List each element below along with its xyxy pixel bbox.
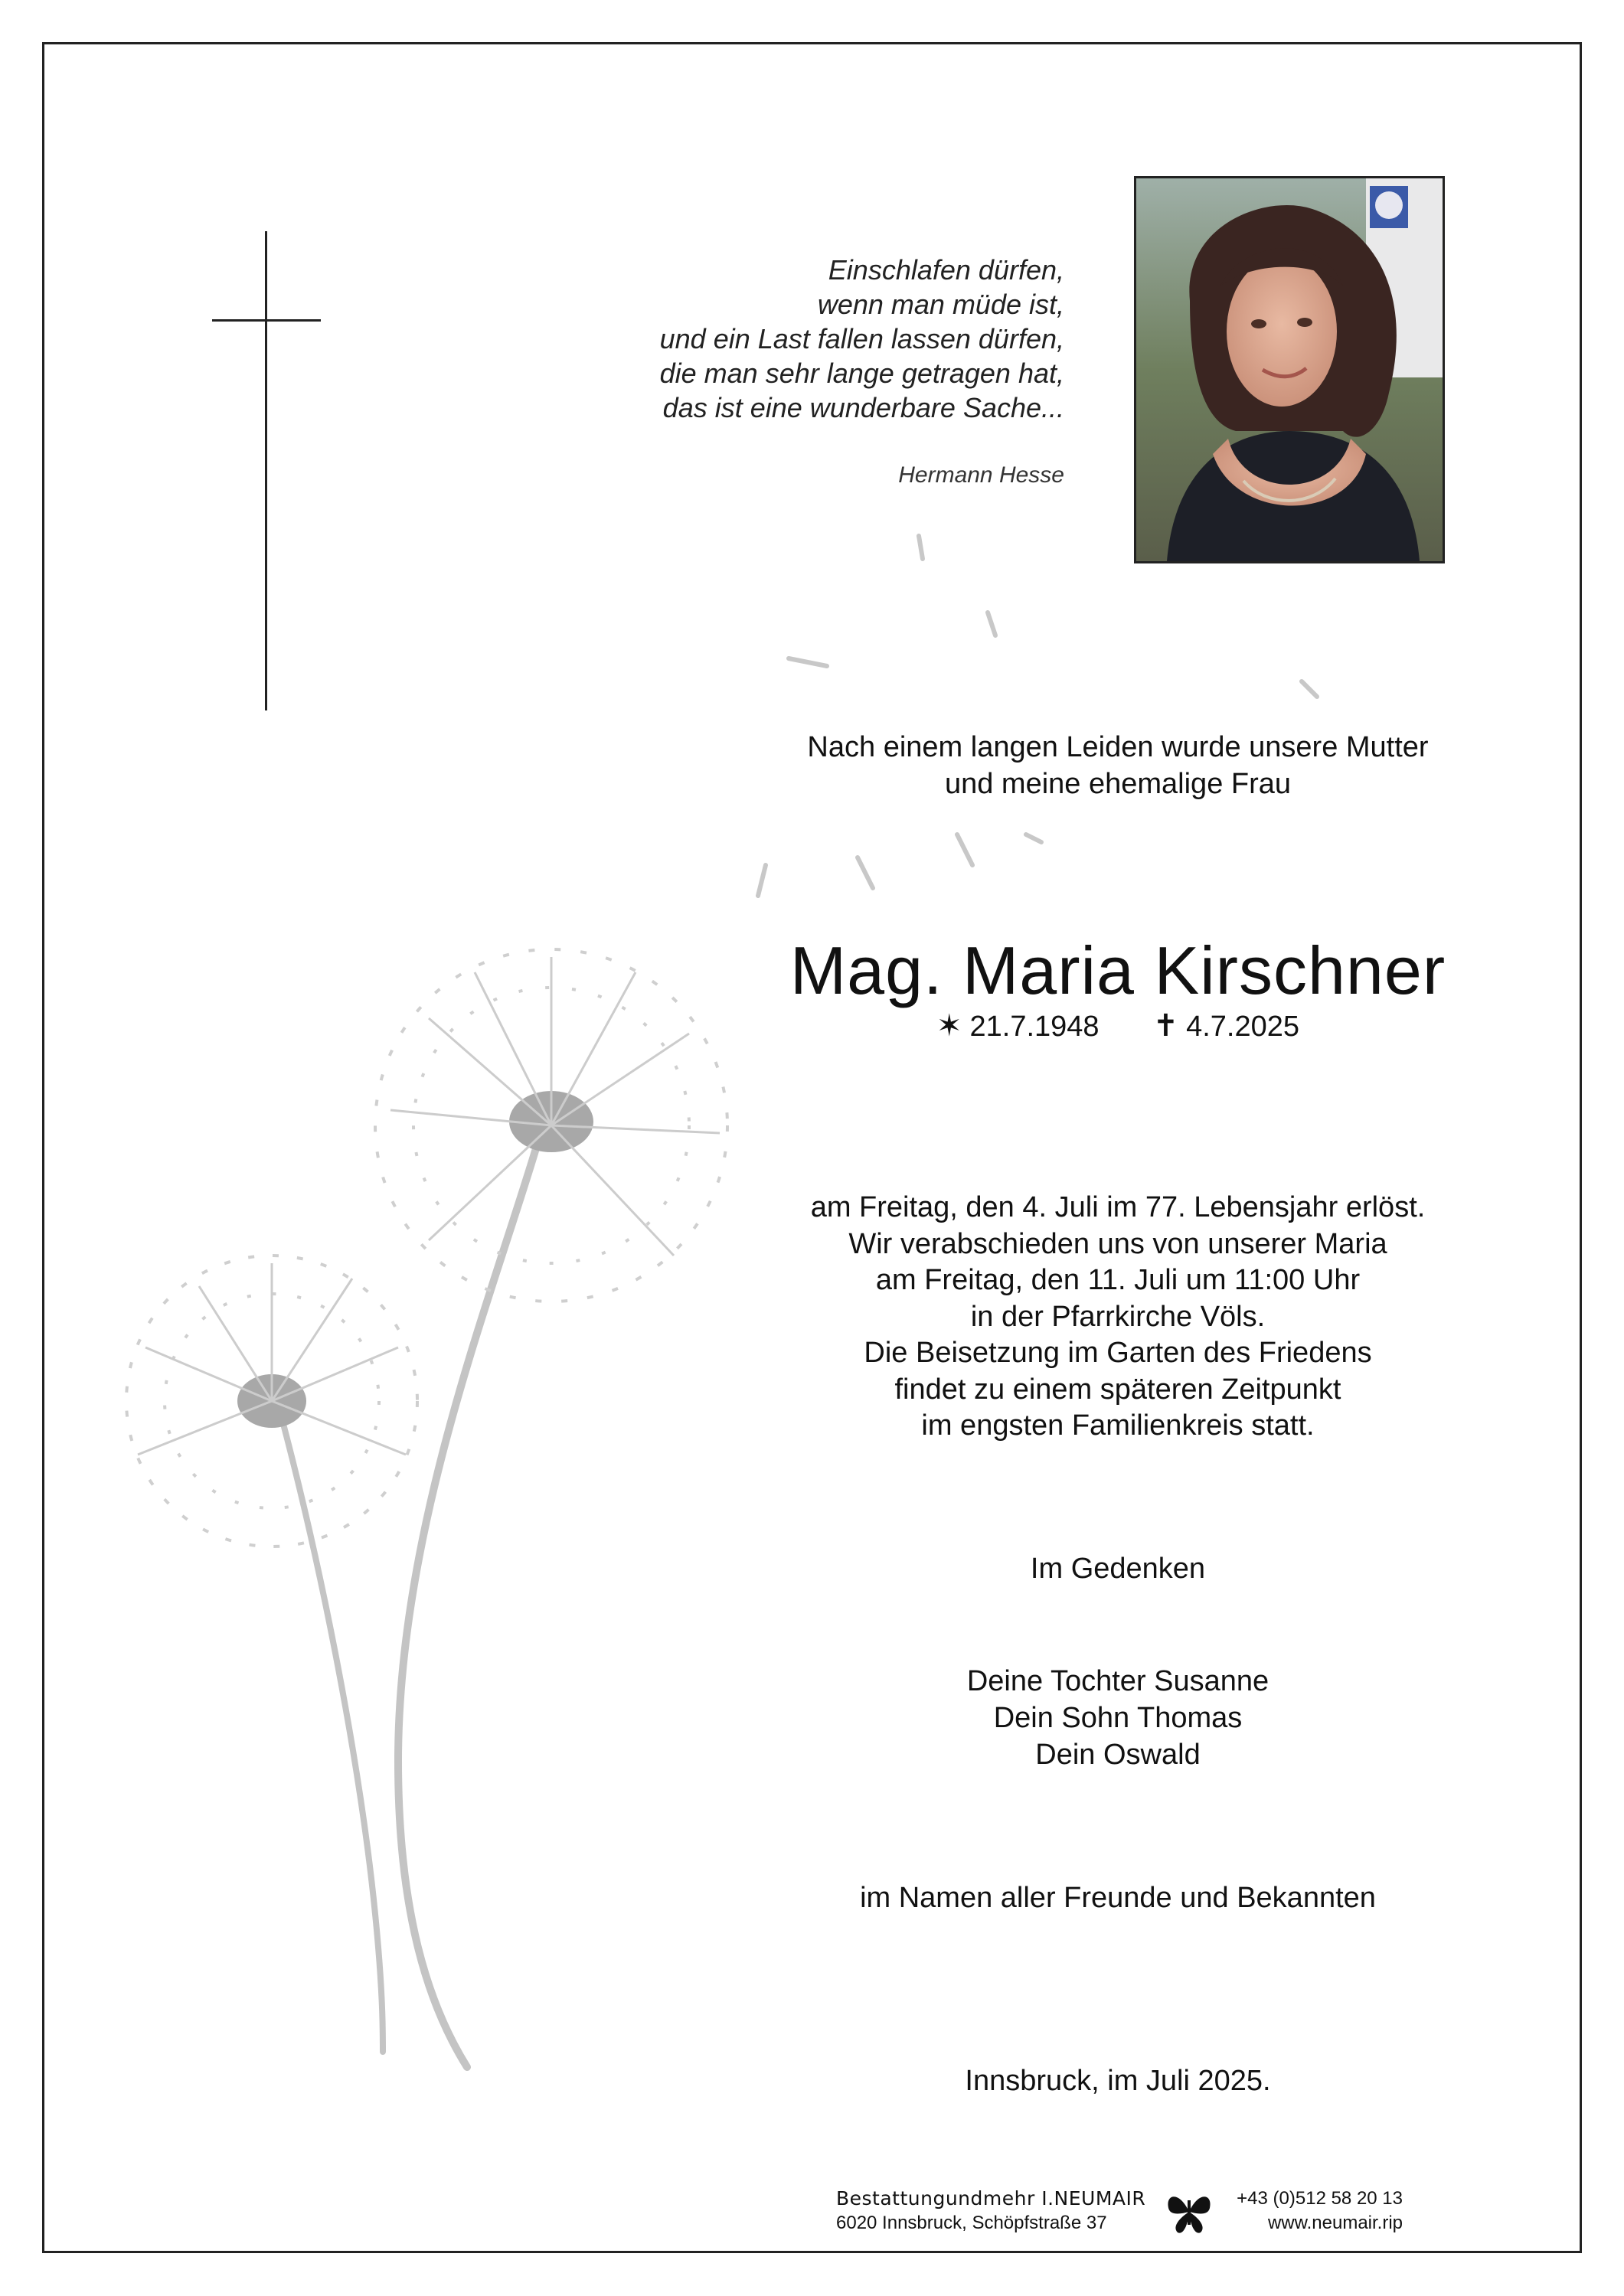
family-member: Dein Sohn Thomas <box>993 1702 1243 1734</box>
life-dates <box>750 1008 1485 1045</box>
remembrance-heading: Im Gedenken <box>1030 1553 1206 1585</box>
intro-line: und meine ehemalige Frau <box>944 768 1292 800</box>
announcement-line: im engsten Familienkreis statt. <box>921 1409 1315 1442</box>
undertaker-info <box>836 2187 1145 2236</box>
quote-line: wenn man müde ist, <box>817 289 1064 320</box>
cross-icon <box>265 231 267 710</box>
family-member: Dein Oswald <box>1035 1739 1201 1771</box>
quote-line: Einschlafen dürfen, <box>828 254 1064 286</box>
cross-icon-bar <box>212 319 321 322</box>
memorial-quote <box>536 253 1064 425</box>
portrait-photo <box>1134 176 1445 563</box>
butterfly-logo-icon <box>1164 2187 1214 2237</box>
undertaker-contact <box>1225 2187 1403 2236</box>
quote-line: und ein Last fallen lassen dürfen, <box>659 323 1064 354</box>
intro-line: Nach einem langen Leiden wurde unsere Mutter <box>807 731 1429 763</box>
undertaker-phone: +43 (0)512 58 20 13 <box>1237 2188 1403 2209</box>
announcement-line: Die Beisetzung im Garten des Friedens <box>864 1337 1372 1369</box>
announcement-line: Wir verabschieden uns von unserer Maria <box>848 1227 1387 1260</box>
friends-line: im Namen aller Freunde und Bekannten <box>860 1882 1376 1914</box>
quote-author: Hermann Hesse <box>898 462 1064 488</box>
undertaker-website[interactable]: www.neumair.rip <box>1267 2213 1403 2233</box>
birth-date: 21.7.1948 <box>969 1011 1100 1043</box>
undertaker-address: 6020 Innsbruck, Schöpfstraße 37 <box>836 2213 1107 2233</box>
undertaker-brand: Bestattungundmehr I.NEUMAIR <box>836 2187 1146 2209</box>
announcement-line: findet zu einem späteren Zeitpunkt <box>894 1373 1341 1406</box>
intro-text <box>750 729 1485 802</box>
family-list <box>750 1663 1485 1773</box>
deceased-name: Mag. Maria Kirschner <box>789 932 1446 1008</box>
announcement-text <box>750 1190 1485 1445</box>
quote-line: das ist eine wunderbare Sache... <box>662 392 1064 423</box>
quote-line: die man sehr lange getragen hat, <box>659 358 1064 389</box>
announcement-line: am Freitag, den 11. Juli um 11:00 Uhr <box>875 1264 1361 1296</box>
announcement-line: in der Pfarrkirche Völs. <box>970 1300 1266 1333</box>
death-cross-icon: ✝ <box>1152 1009 1179 1043</box>
birth-star-icon: ✶ <box>936 1009 962 1043</box>
announcement-line: am Freitag, den 4. Juli im 77. Lebensjahr erlöst. <box>810 1191 1426 1223</box>
place-date: Innsbruck, im Juli 2025. <box>965 2065 1271 2097</box>
death-date: 4.7.2025 <box>1186 1011 1299 1043</box>
family-member: Deine Tochter Susanne <box>966 1665 1269 1697</box>
